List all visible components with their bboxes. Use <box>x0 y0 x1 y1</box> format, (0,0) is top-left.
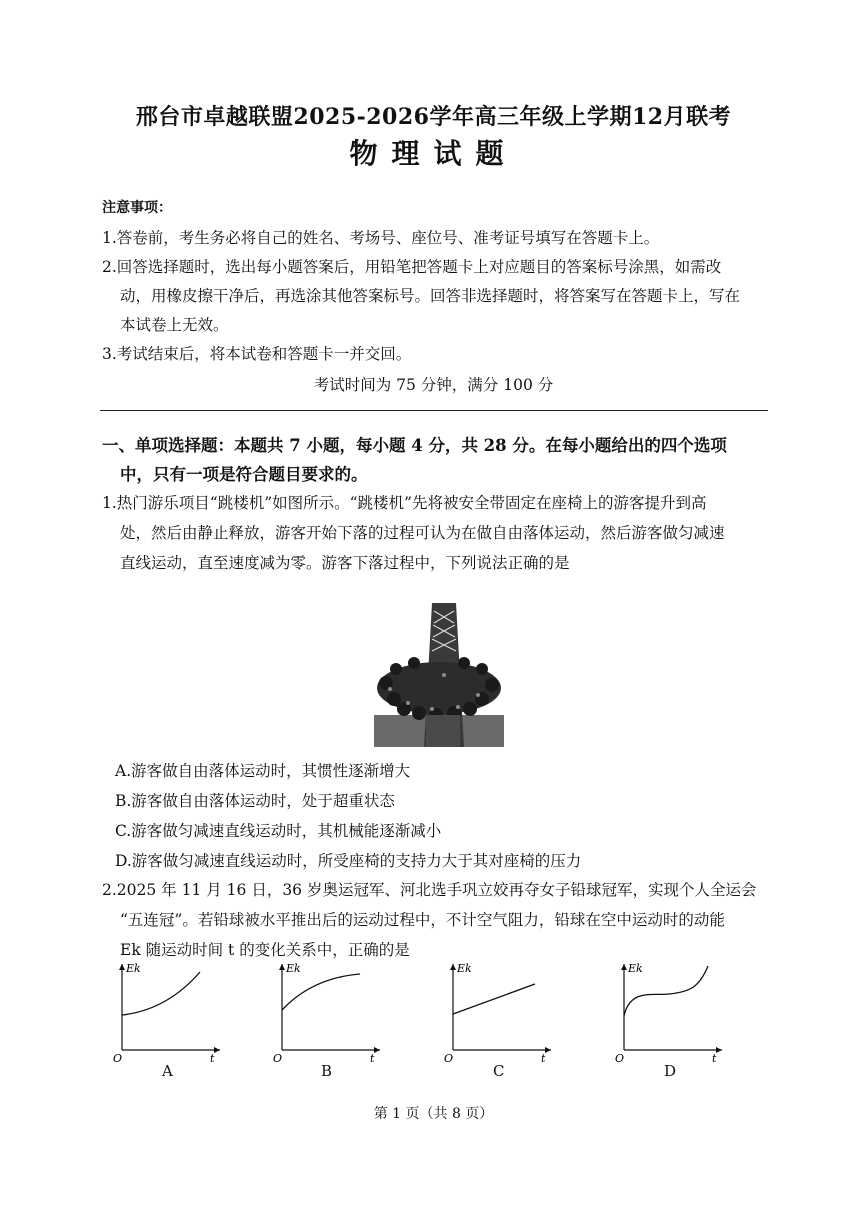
notice-item-2-line-1: 2.回答选择题时，选出每小题答案后，用铅笔把答题卡上对应题目的答案标号涂黑，如需改 <box>102 258 722 276</box>
q1-stem-line-2: 处，然后由静止释放，游客开始下落的过程可认为在做自由落体运动，然后游客做匀减速 <box>120 524 725 542</box>
drop-tower-photo <box>374 603 504 747</box>
exam-title: 邢台市卓越联盟2025-2026学年高三年级上学期12月联考 <box>135 104 732 130</box>
notice-item-2-line-3: 本试卷上无效。 <box>120 316 229 334</box>
graph-b <box>272 958 387 1066</box>
q2-stem-line-1: 2.2025 年 11 月 16 日，36 岁奥运冠军、河北选手巩立姣再夺女子铅球冠军，实现个人全运会 <box>102 881 757 899</box>
q1-option-c: C.游客做匀减速直线运动时，其机械能逐渐减小 <box>115 822 442 840</box>
graph-b-label: B <box>321 1062 333 1080</box>
graph-a-x-label: t <box>210 1052 215 1065</box>
graph-c-x-label: t <box>541 1052 546 1065</box>
graph-d <box>614 958 729 1066</box>
graph-c-y-label: Ek <box>457 962 472 975</box>
q1-option-a: A.游客做自由落体运动时，其惯性逐渐增大 <box>115 762 411 780</box>
q1-option-d: D.游客做匀减速直线运动时，所受座椅的支持力大于其对座椅的压力 <box>115 852 582 870</box>
q1-stem-line-1: 1.热门游乐项目“跳楼机”如图所示。“跳楼机”先将被安全带固定在座椅上的游客提升到高 <box>102 494 707 512</box>
graph-d-origin: O <box>615 1052 625 1065</box>
graph-d-x-label: t <box>712 1052 717 1065</box>
graph-b-y-label: Ek <box>286 962 301 975</box>
graph-d-y-label: Ek <box>628 962 643 975</box>
divider <box>100 410 768 411</box>
exam-time-info: 考试时间为 75 分钟，满分 100 分 <box>313 376 554 394</box>
graph-a-y-label: Ek <box>126 962 141 975</box>
q1-stem-line-3: 直线运动，直至速度减为零。游客下落过程中，下列说法正确的是 <box>120 554 570 572</box>
graph-c <box>443 958 558 1066</box>
page-number: 第 1 页（共 8 页） <box>373 1106 494 1122</box>
subject-title: 物理试题 <box>349 137 518 170</box>
graph-c-origin: O <box>444 1052 454 1065</box>
graph-a-label: A <box>162 1062 173 1080</box>
q2-stem-line-3: Ek 随运动时间 t 的变化关系中，正确的是 <box>120 941 410 959</box>
section-heading-line-2: 中，只有一项是符合题目要求的。 <box>120 465 368 484</box>
section-heading-line-1: 一、单项选择题：本题共 7 小题，每小题 4 分，共 28 分。在每小题给出的四个选项 <box>102 436 727 455</box>
graph-a-origin: O <box>113 1052 123 1065</box>
graph-c-label: C <box>493 1062 505 1080</box>
notice-item-2-line-2: 动，用橡皮擦干净后，再选涂其他答案标号。回答非选择题时，将答案写在答题卡上，写在 <box>120 287 741 305</box>
graph-b-x-label: t <box>370 1052 375 1065</box>
graph-a <box>112 958 227 1066</box>
q2-stem-line-2: “五连冠”。若铅球被水平推出后的运动过程中，不计空气阻力，铅球在空中运动时的动能 <box>120 911 725 929</box>
notice-item-3: 3.考试结束后，将本试卷和答题卡一并交回。 <box>102 345 412 363</box>
graph-b-origin: O <box>273 1052 283 1065</box>
notice-item-1: 1.答卷前，考生务必将自己的姓名、考场号、座位号、准考证号填写在答题卡上。 <box>102 229 660 247</box>
q1-option-b: B.游客做自由落体运动时，处于超重状态 <box>115 792 395 810</box>
graph-d-label: D <box>664 1062 677 1080</box>
notice-heading: 注意事项： <box>102 200 172 216</box>
